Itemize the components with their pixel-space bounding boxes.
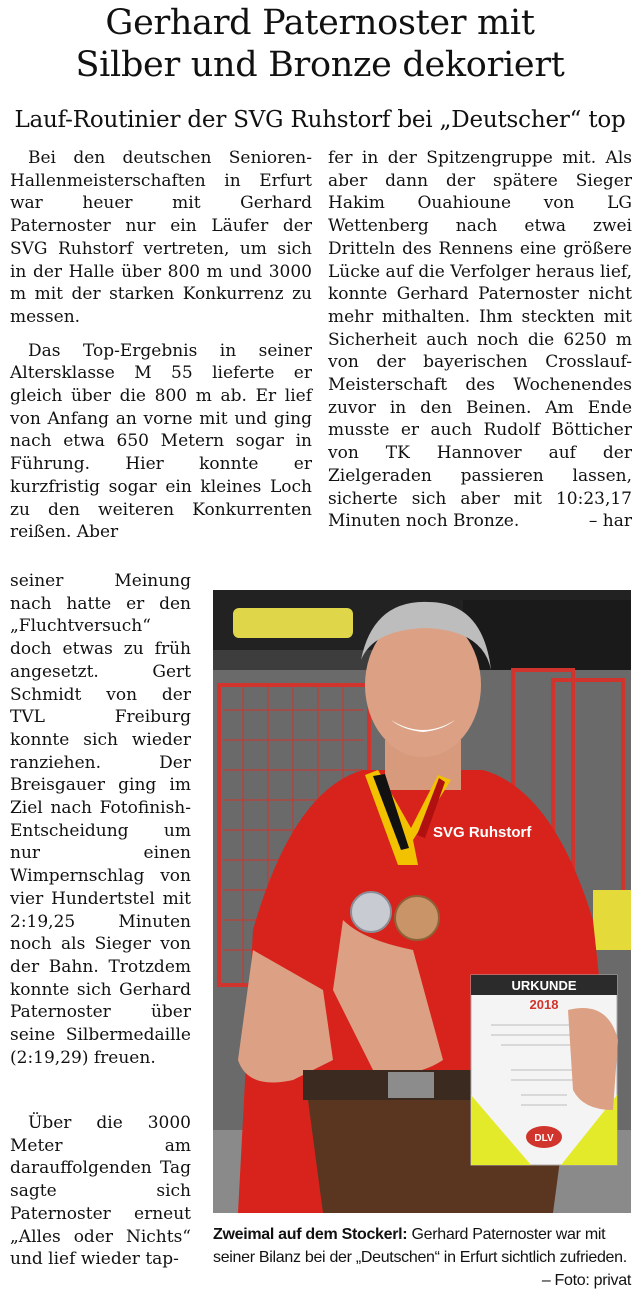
paragraph-1: Bei den deutschen Senioren-Hallenmeisterschaften in Erfurt war heuer mit Gerhard Paternoster nur ein Läufer der SVG Ruhstorf vertreten, um sich in der Halle über 800 m und 3000 m mit der starken Konkurrenz zu messen. <box>10 148 312 327</box>
certificate-year: 2018 <box>529 997 559 1012</box>
paragraph-2-continued: seiner Meinung nach hatte er den „Fluchtversuch“ doch etwas zu früh angesetzt. Gert Schmidt von der TVL Freiburg konnte sich wieder ranziehen. Der Breisgauer ging im Ziel nach Fotofinish-Entscheidung um nur einen Wimpernschlag von vier Hundertstel mit 2:19,25 Minuten noch als Sieger von der Bahn. Trotzdem konnte sich Gerhard Paternoster über seine Silbermedaille (2:19,29) freuen. <box>10 571 191 1068</box>
headline <box>0 2 640 86</box>
article-column-1-wrap <box>10 570 191 1069</box>
photo-credit: – Foto: privat <box>541 1272 631 1289</box>
headline-line-1: Gerhard Paternoster mit <box>105 3 535 43</box>
caption-lead: Zweimal auf dem Stockerl: <box>213 1226 408 1243</box>
author-signature: – har <box>588 511 632 532</box>
certificate-logo: DLV <box>534 1133 554 1144</box>
article-photo <box>213 590 631 1213</box>
paragraph-3: Über die 3000 Meter am darauffolgenden Tag sagte sich Paternoster erneut „Alles oder Nichts“ und lief wieder tap- <box>10 1113 191 1270</box>
paragraph-3-continued-text: fer in der Spitzengruppe mit. Als aber dann der spätere Sieger Hakim Ouahioune von LG Wettenberg nach etwa zwei Dritteln des Rennens eine größere Lücke auf die Verfolger heraus lief, konnte Gerhard Paternoster nicht mehr mithalten. Ihm steckten mit Sicherheit auch noch die 6250 m von der bayerischen Crosslauf-Meisterschaft des Wochenendes zuvor in den Beinen. Am Ende musste er auch Rudolf Bötticher von TK Hannover auf der Zielgeraden passieren lassen, sicherte sich aber mit 10:23,17 Minuten noch Bronze. <box>328 148 632 532</box>
caption-text: Gerhard Paternoster war mit seiner Bilanz bei der „Deutschen“ in Erfurt sichtlich zufrieden. <box>213 1226 627 1266</box>
certificate-title: URKUNDE <box>511 978 577 993</box>
shirt-logo-text: SVG Ruhstorf <box>433 824 532 841</box>
subheadline: Lauf-Routinier der SVG Ruhstorf bei „Deutscher“ top <box>14 107 626 133</box>
photo-illustration <box>213 590 631 1213</box>
article-column-2 <box>328 147 632 533</box>
paragraph-2: Das Top-Ergebnis in seiner Altersklasse M 55 lieferte er gleich über die 800 m ab. Er lief von Anfang an vorne mit und ging nach etwa 650 Metern sogar in Führung. Hier konnte er kurzfristig sogar ein kleines Loch zu den weiteren Konkurrenten reißen. Aber <box>10 340 312 543</box>
article-column-1 <box>10 147 312 544</box>
photo-caption <box>213 1223 631 1292</box>
paragraph-3-continued <box>328 147 632 533</box>
headline-line-2: Silber und Bronze dekoriert <box>75 45 565 85</box>
article-column-1-bottom <box>10 1112 191 1271</box>
